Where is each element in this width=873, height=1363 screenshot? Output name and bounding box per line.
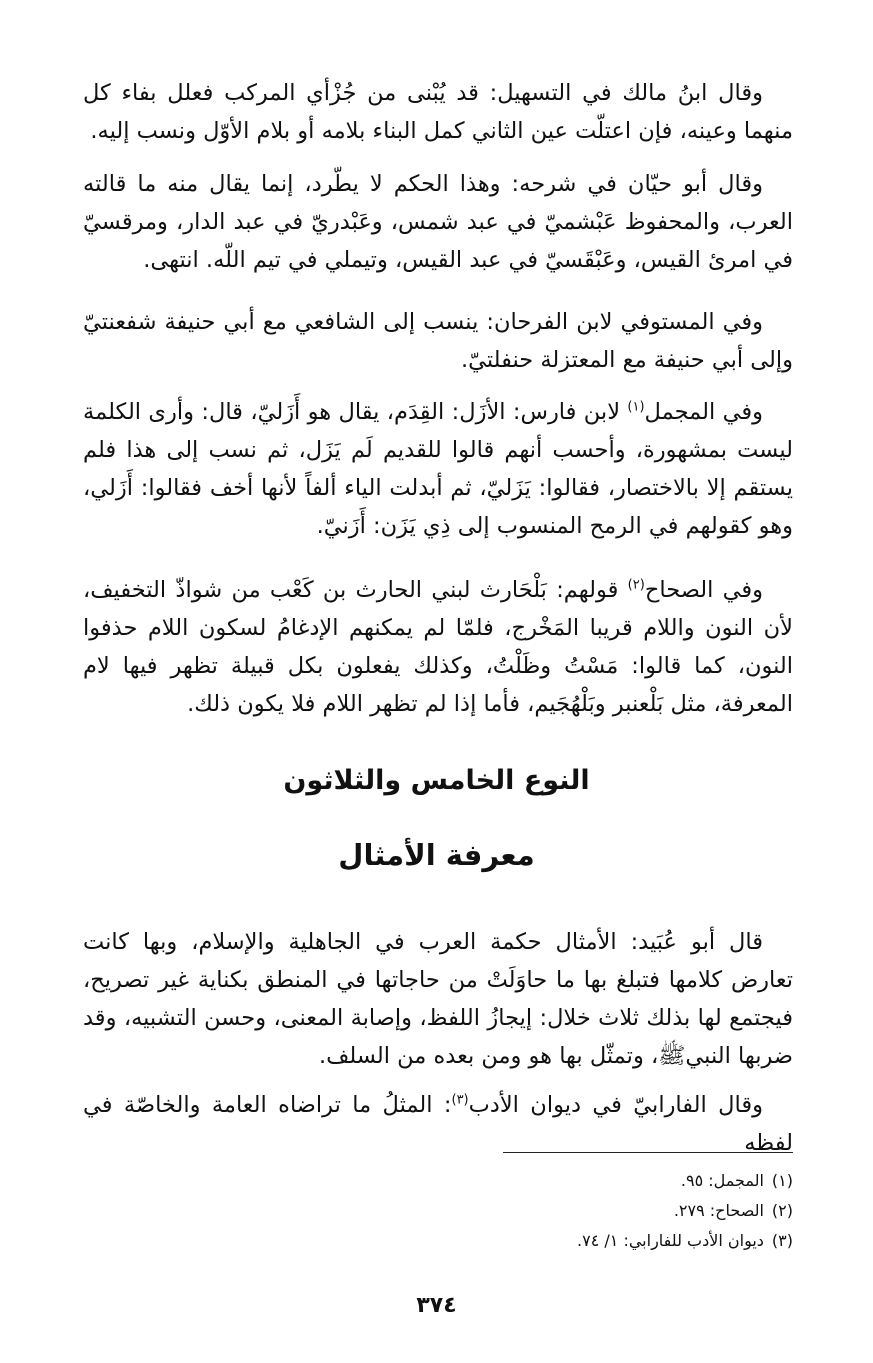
footnote-separator	[503, 1152, 793, 1153]
paragraph-text: وقال أبو حيّان في شرحه: وهذا الحكم لا يطّرد، إنما يقال منه ما قالته العرب، والمحفوظ عَبْشميّ في عبد شمس، وعَبْدريّ في عبد الدار، ومرقسيّ في امرئ القيس، وعَبْقَسيّ في عبد القيس، وتيملي في تيم اللّه. انتهى.	[83, 171, 793, 273]
paragraph-mujmal	[83, 393, 793, 545]
paragraph-text-rest: لابن فارس: الأزَل: القِدَم، يقال هو أَزَليّ، قال: وأرى الكلمة ليست بمشهورة، وأحسب أنهم قالوا للقديم لَم يَزَل، ثم نسب إلى هذا فلم يستقم إلا بالاختصار، فقالوا: يَزَليّ، ثم أبدلت الياء ألفاً لأنها أخف فقالوا: أَزَلي، وهو كقولهم في الرمح المنسوب إلى ذِي يَزَن: أَزَنيّ.	[83, 399, 793, 539]
paragraph-text: وقال ابنُ مالك في التسهيل: قد يُبْنى من جُزْأي المركب فعلل بفاء كل منهما وعينه، فإن اعتلّت عين الثاني كمل البناء بلامه أو بلام الأوّل ونسب إليه.	[83, 80, 793, 144]
paragraph-text: وفي المستوفي لابن الفرحان: ينسب إلى الشافعي مع أبي حنيفة شفعنتيّ وإلى أبي حنيفة مع المعتزلة حنفلتيّ.	[83, 309, 793, 373]
footnote-item	[393, 1226, 793, 1256]
paragraph-text-start: وفي المجمل	[644, 399, 763, 425]
section-subtitle: معرفة الأمثال	[338, 838, 535, 872]
footnote-number: (٣)	[771, 1231, 793, 1250]
paragraph-ibn-malik	[83, 74, 793, 150]
footnote-text: الصحاح: ٢٧٩.	[673, 1201, 764, 1220]
paragraph-text-start: وقال الفارابيّ في ديوان الأدب	[468, 1092, 764, 1118]
paragraph-abu-ubayd	[83, 923, 793, 1075]
paragraph-text-start: وفي الصحاح	[644, 577, 763, 603]
paragraph-sihah	[83, 571, 793, 723]
paragraph-farabi	[83, 1086, 793, 1162]
paragraph-text-rest: : المثلُ ما تراضاه العامة والخاصّة في لفظه	[83, 1092, 793, 1156]
footnote-text: المجمل: ٩٥.	[680, 1171, 764, 1190]
paragraph-mustawfi	[83, 303, 793, 379]
footnote-number: (٢)	[771, 1201, 793, 1220]
footnotes-list	[393, 1166, 793, 1256]
paragraph-text-rest: قولهم: بَلْحَارث لبني الحارث بن كَعْب من شواذّ التخفيف، لأن النون واللام قريبا المَخْرج، فلمّا لم يمكنهم الإدغامُ لسكون اللام حذفوا النون، كما قالوا: مَسْتُ وظَلْتُ، وكذلك يفعلون بكل قبيلة تظهر فيها لام المعرفة، مثل بَلْعنبر وبَلْهُجَيم، فأما إذا لم تظهر اللام فلا يكون ذلك.	[83, 577, 793, 717]
section-title: النوع الخامس والثلاثون	[283, 765, 590, 796]
footnote-item	[393, 1196, 793, 1226]
paragraph-abu-hayyan	[83, 165, 793, 279]
footnote-text: ديوان الأدب للفارابي: ١/ ٧٤.	[577, 1231, 764, 1250]
footnote-marker-1[interactable]: (١)	[627, 399, 645, 415]
footnote-marker-3[interactable]: (٣)	[451, 1092, 469, 1108]
footnote-item	[393, 1166, 793, 1196]
footnote-marker-2[interactable]: (٢)	[627, 577, 645, 593]
page-number: ٣٧٤	[416, 1293, 457, 1318]
paragraph-text: قال أبو عُبَيد: الأمثال حكمة العرب في الجاهلية والإسلام، وبها كانت تعارض كلامها فتبلغ بها ما حاوَلَتْ من حاجاتها في المنطق بكناية غير تصريح، فيجتمع لها بذلك ثلاث خلال: إيجازُ اللفظ، وإصابة المعنى، وحسن التشبيه، وقد ضربها النبيﷺ، وتمثّل بها هو ومن بعده من السلف.	[83, 929, 793, 1069]
footnote-number: (١)	[771, 1171, 793, 1190]
